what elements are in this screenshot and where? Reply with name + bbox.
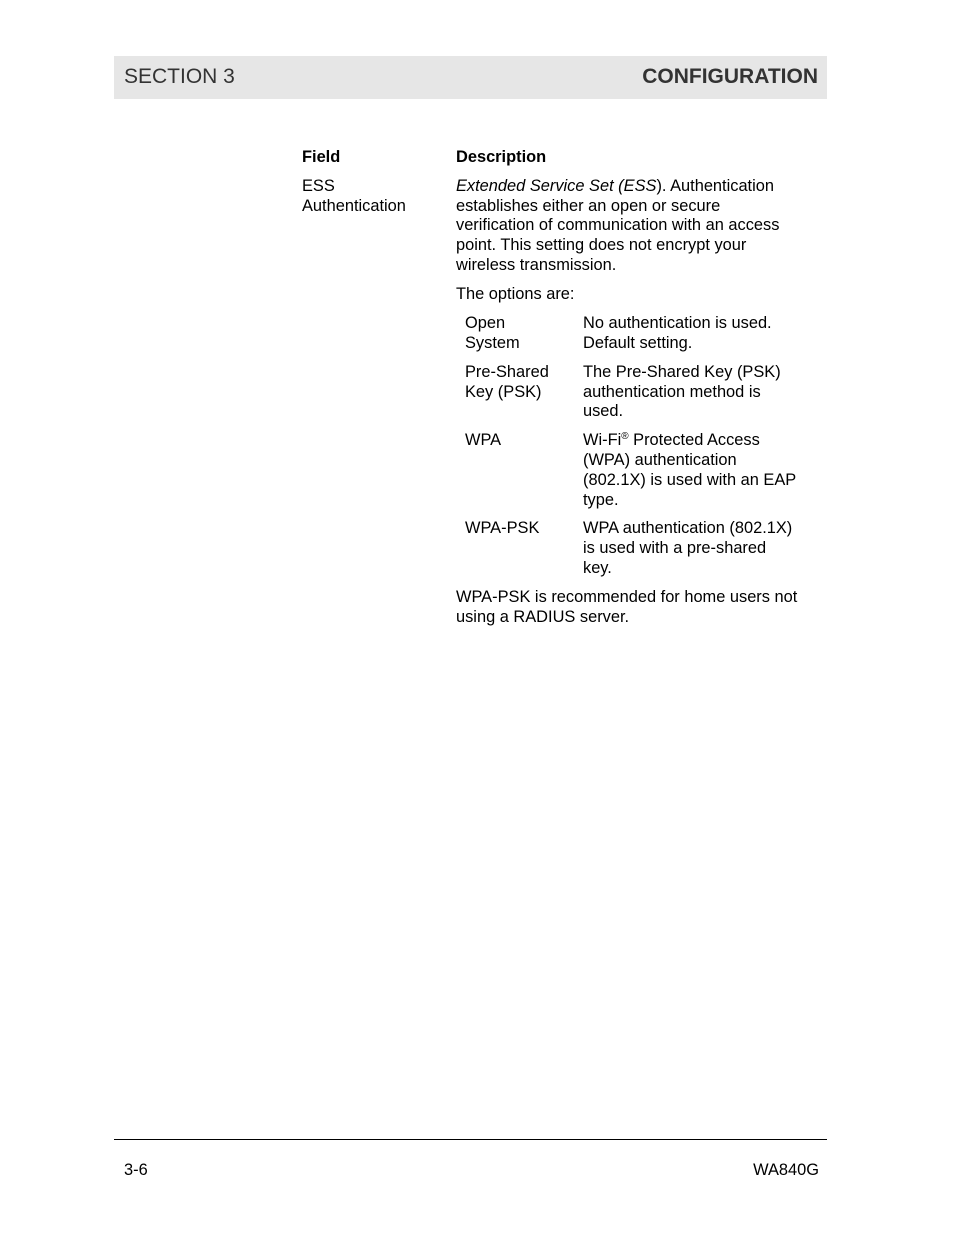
option-description: WPA authentication (802.1X) [583, 519, 793, 537]
option-description: key. [583, 559, 612, 577]
option-name: Key (PSK) [465, 383, 542, 401]
option-name: WPA [465, 431, 502, 449]
recommendation-line1: WPA-PSK is recommended for home users not [456, 588, 798, 606]
section-header [114, 56, 827, 99]
option-description: is used with a pre-shared [583, 539, 767, 557]
option-name: Pre-Shared [465, 363, 549, 381]
field-name-line1: ESS [302, 177, 335, 195]
option-description: The Pre-Shared Key (PSK) [583, 363, 781, 381]
page-number: 3-6 [124, 1161, 148, 1179]
description-italic: Extended Service Set (ESS [456, 177, 657, 195]
column-header-field: Field [302, 148, 341, 166]
option-description: Default setting. [583, 334, 693, 352]
option-description: used. [583, 402, 624, 420]
section-number: SECTION 3 [124, 65, 235, 88]
option-name: WPA-PSK [465, 519, 540, 537]
option-name: System [465, 334, 520, 352]
model-name: WA840G [753, 1161, 819, 1179]
recommendation-line2: using a RADIUS server. [456, 608, 630, 626]
description-line2: establishes either an open or secure [456, 197, 721, 215]
protected-access-text: Protected Access [628, 431, 760, 449]
option-description: authentication method is [583, 383, 761, 401]
option-description [583, 431, 760, 451]
option-name: Open [465, 314, 506, 332]
field-name-line2: Authentication [302, 197, 406, 215]
description-line1 [456, 177, 774, 197]
options-intro: The options are: [456, 285, 575, 303]
footer-rule [114, 1139, 827, 1140]
registered-mark: ® [621, 431, 629, 442]
description-line4: point. This setting does not encrypt your [456, 236, 747, 254]
description-line3: verification of communication with an access [456, 216, 780, 234]
option-description: (802.1X) is used with an EAP [583, 471, 797, 489]
option-description: type. [583, 491, 619, 509]
column-header-description: Description [456, 148, 547, 166]
section-title: CONFIGURATION [642, 65, 818, 88]
description-line5: wireless transmission. [456, 256, 617, 274]
option-description: (WPA) authentication [583, 451, 737, 469]
description-line1-rest: ). Authentication [656, 177, 774, 195]
option-description: No authentication is used. [583, 314, 772, 332]
wifi-text: Wi-Fi [583, 431, 622, 449]
